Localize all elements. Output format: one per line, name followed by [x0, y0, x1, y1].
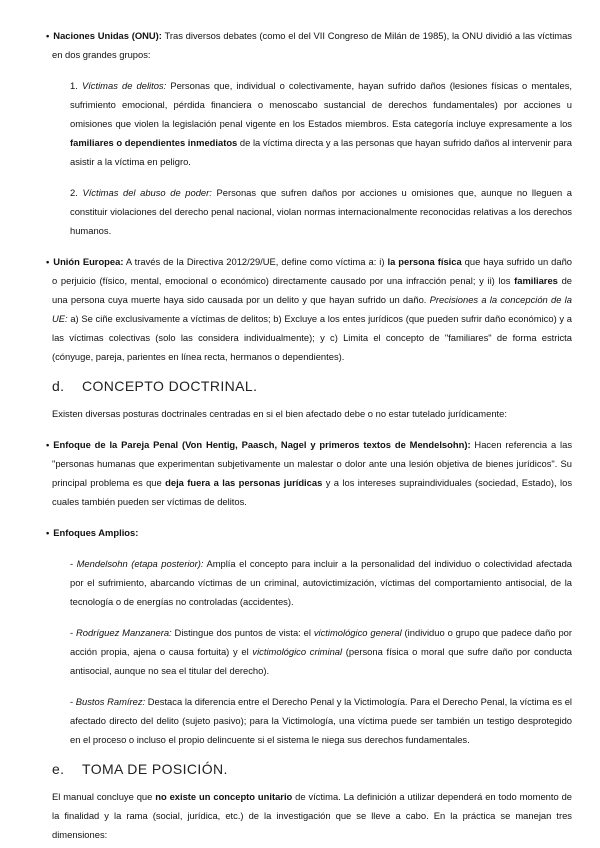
pareja-text-b: y a los intereses supraindividuales (sociedad, Estado), los cuales también pueden ser víctimas de delitos. — [52, 477, 573, 507]
section-e-bold: no existe un concepto unitario — [155, 791, 293, 802]
pareja-bold: deja fuera a las personas jurídicas — [165, 477, 323, 488]
onu-item-1 — [70, 76, 572, 171]
ue-text-c: de una persona cuya muerte haya sido causada por un delito y que hayan sufrido un daño. — [52, 275, 572, 305]
rodriguez-italic-b: victimológico criminal — [252, 646, 343, 657]
bustos-title: Bustos Ramírez: — [75, 696, 146, 707]
section-e-text-b: de víctima. La definición a utilizar dependerá en todo momento de la finalidad y la rama (social, jurídica, etc.) de la investigación que se lleve a cabo. En la práctica se manejan tres dimensiones: — [52, 791, 572, 840]
ue-italic: Precisiones a la concepción de la UE: — [52, 294, 572, 324]
pareja-label: Enfoque de la Pareja Penal (Von Hentig, Paasch, Nagel y primeros textos de Mendelsohn): — [53, 439, 471, 450]
amplios-paragraph — [52, 523, 572, 542]
mendelsohn-title: Mendelsohn (etapa posterior): — [76, 558, 204, 569]
onu-item-1-text-a: Personas que, individual o colectivamente, hayan sufrido daños (lesiones físicas o mentales, sufrimiento emocional, pérdida financiera o menoscabo sustancial de derechos fundamentales) por acciones u omisiones que violen la legislación penal vigente en los Estados miembros. Esta categoría incluye expresamente a los — [70, 80, 572, 129]
section-e-text-a: El manual concluye que — [52, 791, 156, 802]
bustos-item — [70, 692, 572, 749]
onu-item-2-text: Personas que sufren daños por acciones u omisiones que, aunque no lleguen a constituir violaciones del derecho penal nacional, violan normas internacionalmente reconocidas relativas a los derechos humanos. — [70, 187, 572, 236]
section-e-paragraph — [52, 787, 572, 844]
onu-paragraph — [52, 26, 572, 64]
onu-label: Naciones Unidas (ONU): — [53, 30, 162, 41]
section-e-number: e. — [52, 761, 65, 777]
section-d-title: CONCEPTO DOCTRINAL. — [82, 378, 258, 394]
ue-bold-a: la persona física — [387, 256, 462, 267]
mendelsohn-item — [70, 554, 572, 611]
rodriguez-text-c: (persona física o moral que sufre daño por conducta antisocial, aunque no sea el titular del derecho). — [70, 646, 572, 676]
onu-item-2-title: Víctimas del abuso de poder: — [82, 187, 212, 198]
onu-item-1-bold: familiares o dependientes inmediatos — [70, 137, 238, 148]
mendelsohn-text: Amplía el concepto para incluir a la personalidad del individuo o colectividad afectada por el sufrimiento, abarcando víctimas de un criminal, autovictimización, víctimas del comportamiento antisocial, de la tecnología o de energías no controladas (accidentes). — [70, 558, 572, 607]
pareja-paragraph — [52, 435, 572, 511]
rodriguez-title: Rodríguez Manzanera: — [76, 627, 172, 638]
rodriguez-prefix: - — [70, 627, 77, 638]
onu-item-1-text-b: de la víctima directa y a las personas que hayan sufrido daños al intervenir para asistir a la víctima en peligro. — [70, 137, 572, 167]
ue-text-a: A través de la Directiva 2012/29/UE, define como víctima a: i) — [123, 256, 388, 267]
rodriguez-item — [70, 623, 572, 680]
rodriguez-italic-a: victimológico general — [313, 627, 402, 638]
bustos-text: Destaca la diferencia entre el Derecho Penal y la Victimología. Para el Derecho Penal, la víctima es el afectado directo del delito (sujeto pasivo); para la Victimología, una víctima puede ser también un testigo desprotegido en el proceso o incluso el propio delincuente si el sistema le niega sus derechos fundamentales. — [70, 696, 572, 745]
amplios-label: Enfoques Amplios: — [53, 527, 139, 538]
onu-text: Tras diversos debates (como el del VII Congreso de Milán de 1985), la ONU dividió a las víctimas en dos grandes grupos: — [52, 30, 572, 60]
onu-item-2-prefix: 2. — [70, 187, 83, 198]
onu-item-1-prefix: 1. — [70, 80, 82, 91]
onu-item-2 — [70, 183, 572, 240]
section-e-heading — [52, 759, 572, 779]
section-d-number: d. — [52, 378, 65, 394]
ue-bold-b: familiares — [514, 275, 558, 286]
onu-item-1-title: Víctimas de delitos: — [81, 80, 167, 91]
pareja-text-a: Hacen referencia a las "personas humanas que experimentan subjetivamente un malestar o dolor ante una lesión objetiva de bienes jurídicos". Su principal problema es que — [52, 439, 573, 488]
section-d-heading — [52, 376, 572, 396]
section-d-intro: Existen diversas posturas doctrinales centradas en si el bien afectado debe o no estar tutelado jurídicamente: — [52, 408, 507, 419]
ue-text-d: a) Se ciñe exclusivamente a víctimas de delitos; b) Excluye a los entes jurídicos (que pueden sufrir daño económico) y a las víctimas colectivas (solo las considera individualmente); y c) Limita el concepto de "familiares" de forma estricta (cónyuge, pareja, parientes en línea recta, hermanos o dependientes). — [52, 313, 572, 362]
ue-paragraph — [52, 252, 572, 366]
rodriguez-text-a: Distingue dos puntos de vista: el — [171, 627, 314, 638]
ue-text-b: que haya sufrido un daño o perjuicio (físico, mental, emocional o económico) directamente causado por una infracción penal; y ii) los — [52, 256, 572, 286]
section-e-title: TOMA DE POSICIÓN. — [82, 761, 228, 777]
mendelsohn-prefix: - — [70, 558, 77, 569]
ue-label: Unión Europea: — [53, 256, 124, 267]
bustos-prefix: - — [70, 696, 76, 707]
rodriguez-text-b: (individuo o grupo que padece daño por acción propia, ajena o causa fortuita) y el — [70, 627, 573, 657]
